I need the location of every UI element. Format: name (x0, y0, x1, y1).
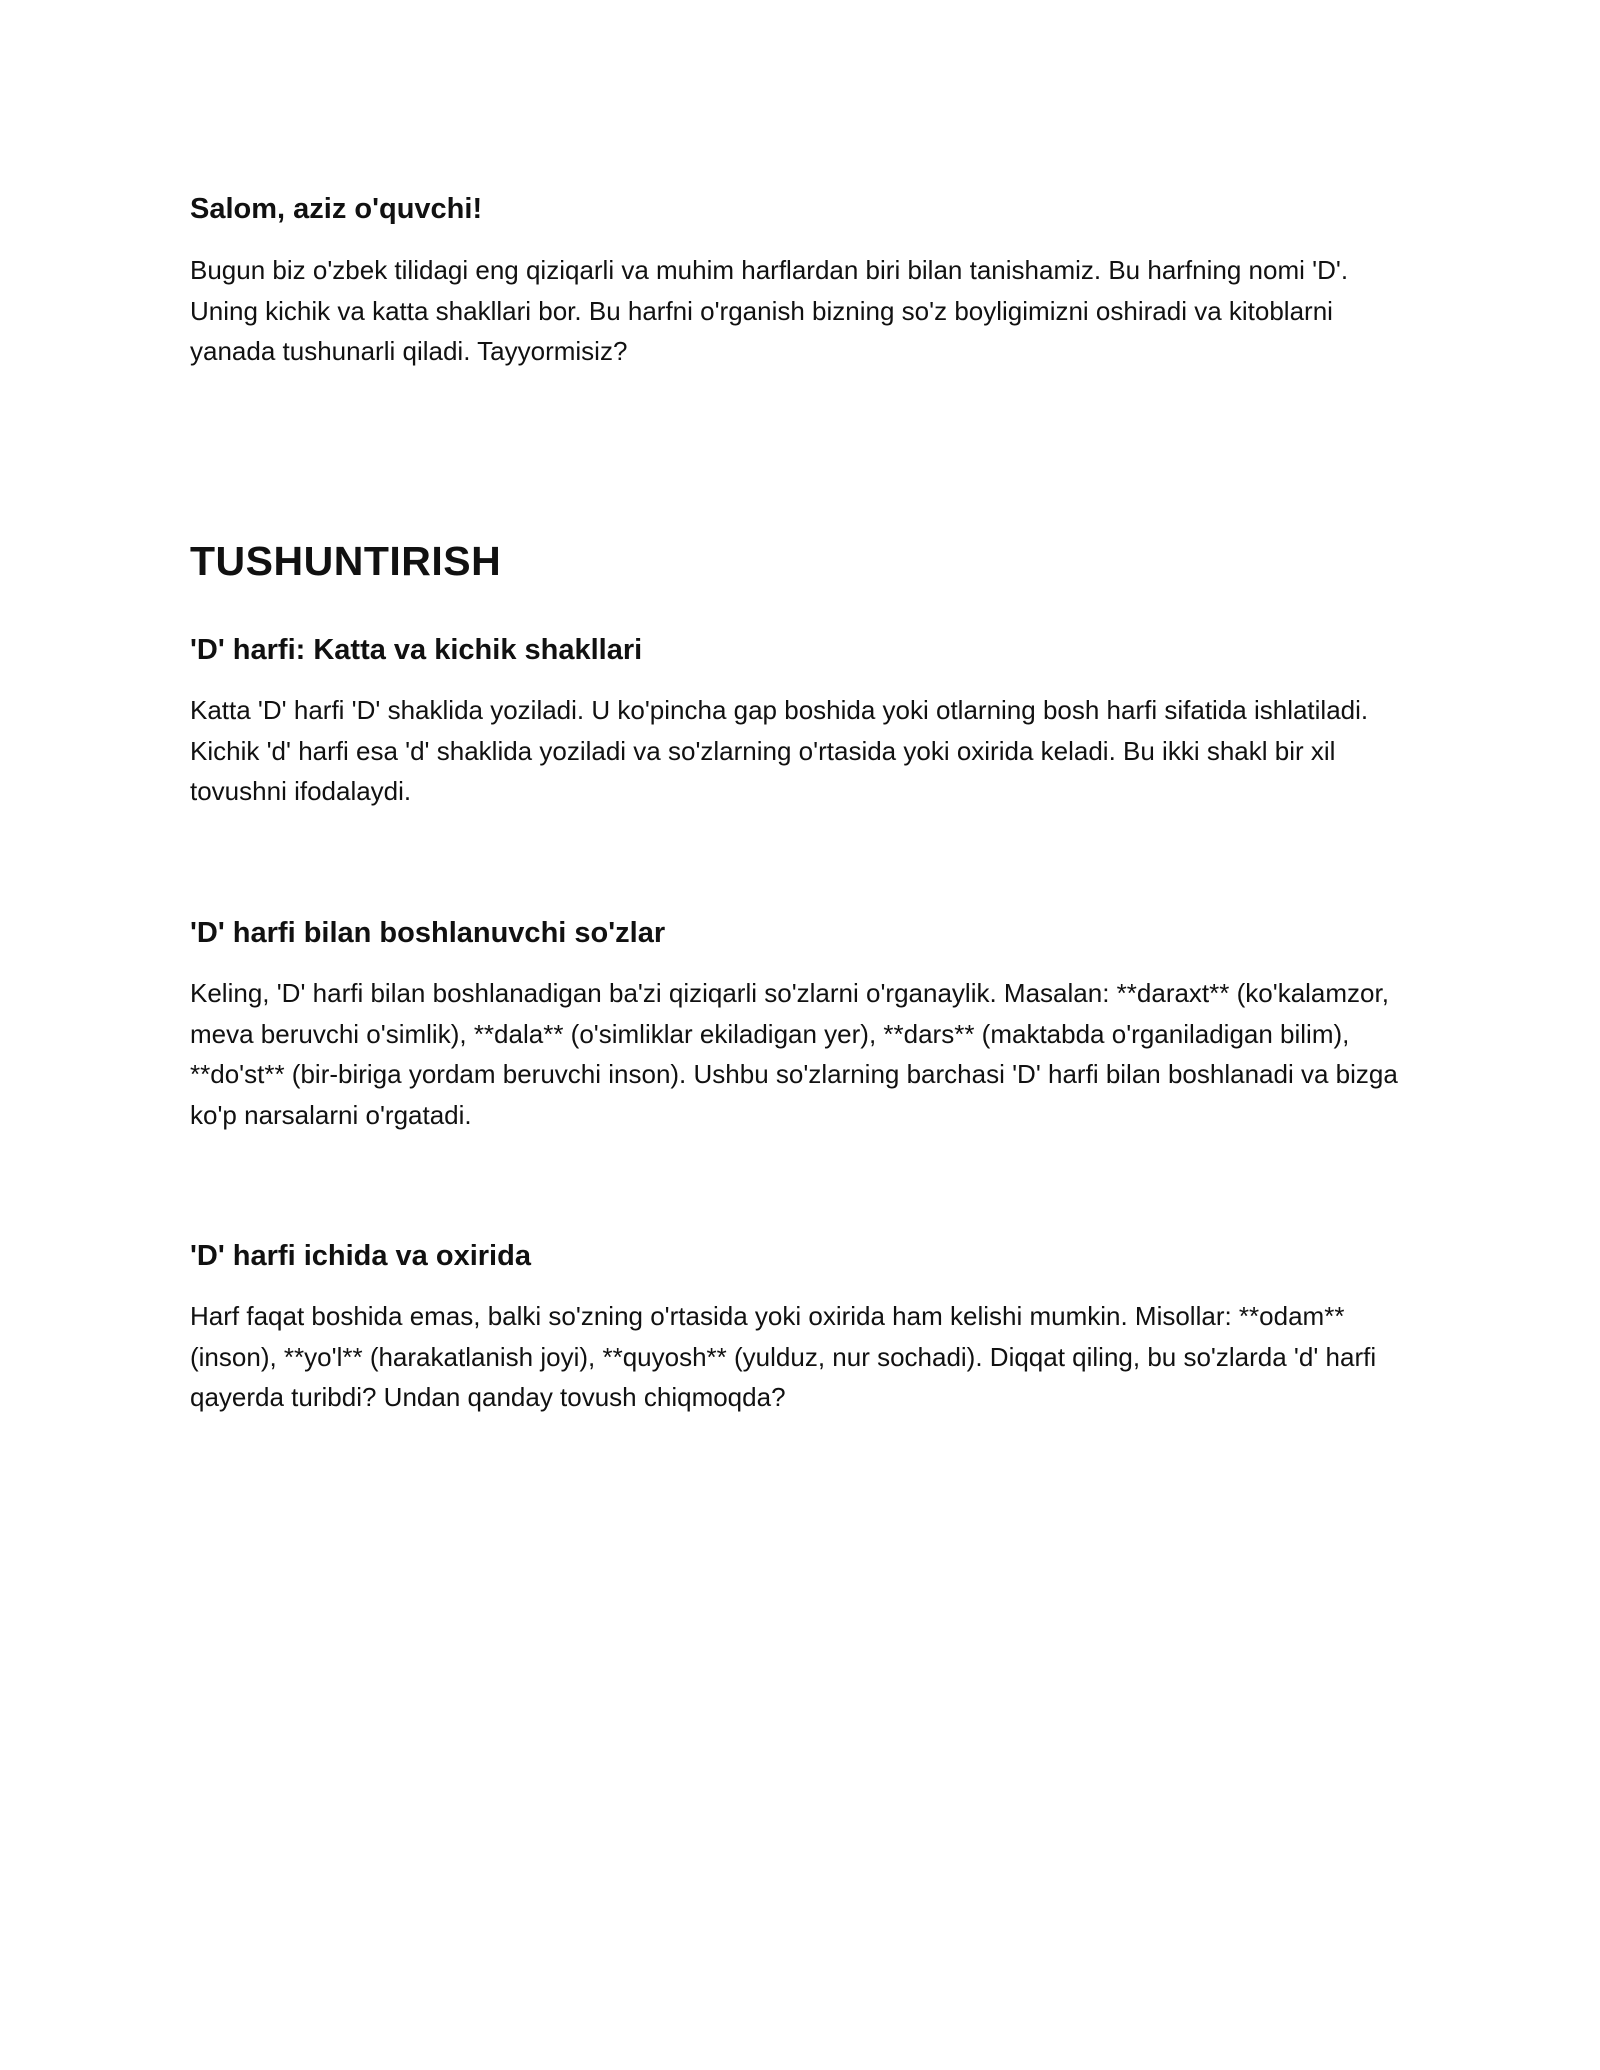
greeting-paragraph: Bugun biz o'zbek tilidagi eng qiziqarli va muhim harflardan biri bilan tanishamiz. Bu harfning nomi 'D'. Uning kichik va katta shakllari bor. Bu harfni o'rganish bizning so'z boyligimizni oshiradi va kitoblarni yanada tushunarli qiladi. Tayyormisiz? (190, 255, 1349, 366)
section-heading: TUSHUNTIRISH (190, 538, 502, 584)
greeting-title: Salom, aziz o'quvchi! (190, 193, 483, 225)
subsection-paragraph-starting-words: Keling, 'D' harfi bilan boshlanadigan ba'zi qiziqarli so'zlarni o'rganaylik. Masalan: **daraxt** (ko'kalamzor, meva beruvchi o'simlik), **dala** (o'simliklar ekiladigan yer), **dars** (maktabda o'rganiladigan bilim), **do'st** (bir-biriga yordam beruvchi inson). Ushbu so'zlarning barchasi 'D' harfi bilan boshlanadi va bizga ko'p narsalarni o'rgatadi. (190, 978, 1398, 1130)
subsection-paragraph-middle-end: Harf faqat boshida emas, balki so'zning o'rtasida yoki oxirida ham kelishi mumkin. Misollar: **odam** (inson), **yo'l** (harakatlanish joyi), **quyosh** (yulduz, nur sochadi). Diqqat qiling, bu so'zlarda 'd' harfi qayerda turibdi? Undan qanday tovush chiqmoqda? (190, 1301, 1377, 1412)
subsection-paragraph-shapes: Katta 'D' harfi 'D' shaklida yoziladi. U ko'pincha gap boshida yoki otlarning bosh harfi sifatida ishlatiladi. Kichik 'd' harfi esa 'd' shaklida yoziladi va so'zlarning o'rtasida yoki oxirida keladi. Bu ikki shakl bir xil tovushni ifodalaydi. (190, 695, 1369, 806)
subsection-title-starting-words: 'D' harfi bilan boshlanuvchi so'zlar (190, 917, 666, 949)
subsection-title-shapes: 'D' harfi: Katta va kichik shakllari (190, 634, 643, 666)
subsection-title-middle-end: 'D' harfi ichida va oxirida (190, 1240, 531, 1272)
